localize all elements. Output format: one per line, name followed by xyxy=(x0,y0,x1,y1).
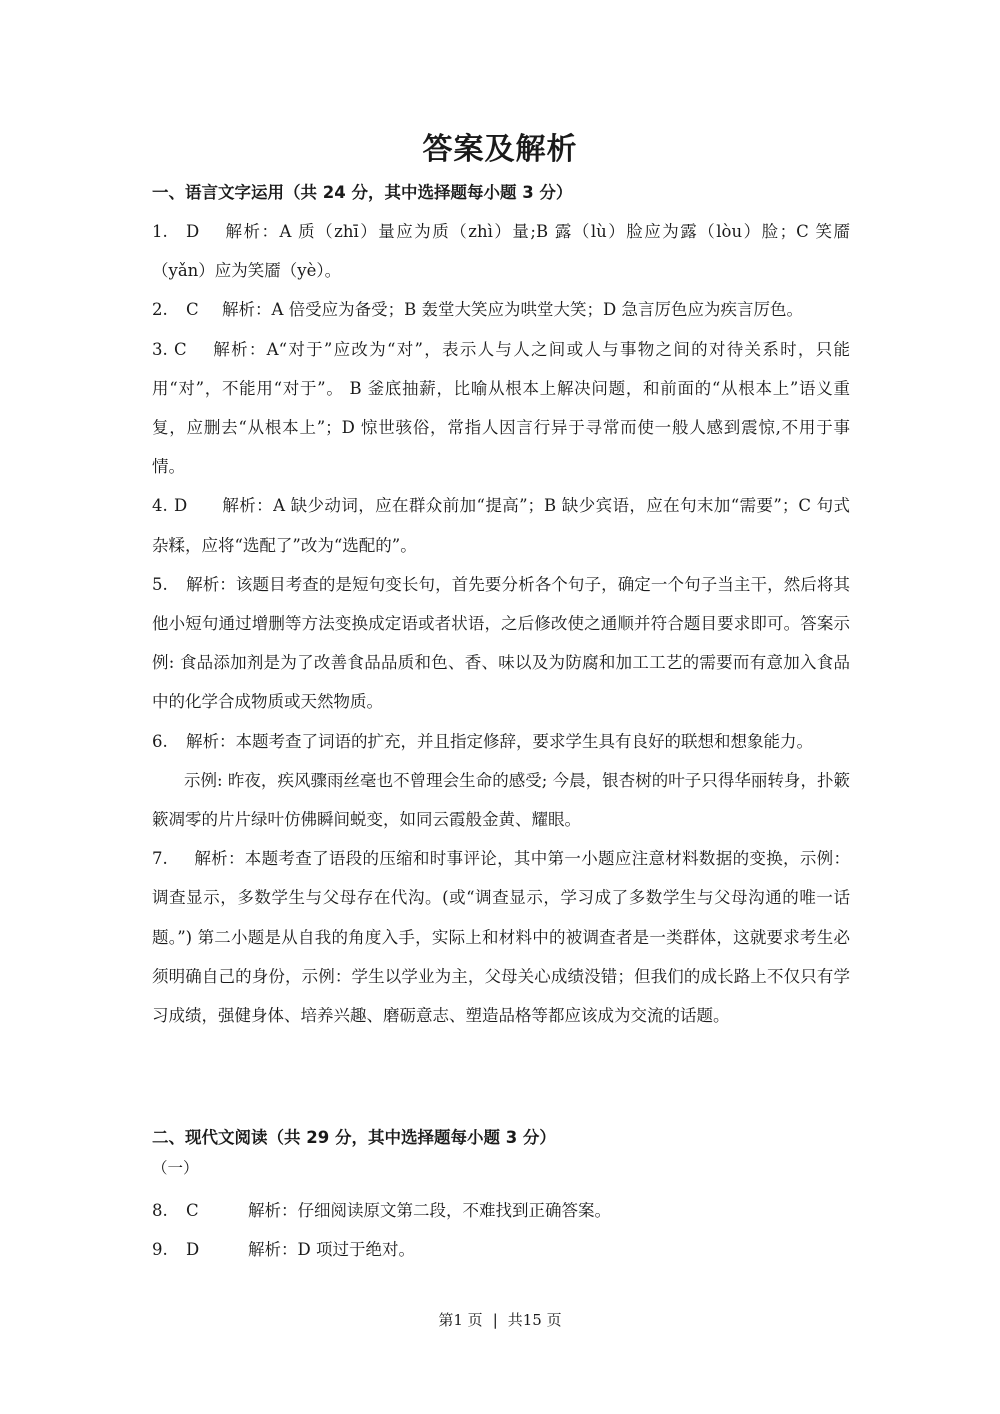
question-number: 1. xyxy=(152,222,168,241)
answer-4 xyxy=(152,486,850,564)
answer-explanation: 解析：A 倍受应为备受；B 轰堂大笑应为哄堂大笑；D 急言厉色应为疾言厉色。 xyxy=(222,300,804,320)
question-number: 6. xyxy=(152,731,168,751)
section-1-answers xyxy=(152,212,850,1035)
answer-7 xyxy=(152,839,850,1035)
answer-5 xyxy=(152,565,850,722)
answer-explanation: 解析：A 缺少动词，应在群众前加“提高”；B 缺少宾语，应在句末加“需要”；C 句式杂糅，应将“选配了”改为“选配的”。 xyxy=(152,496,850,555)
section-2-subheading: （一） xyxy=(152,1159,199,1177)
section-1-heading: 一、语言文字运用（共 24 分，其中选择题每小题 3 分） xyxy=(152,183,573,202)
question-number: 3. xyxy=(152,339,168,359)
question-number: 9. xyxy=(152,1240,168,1260)
answer-choice: C xyxy=(174,339,187,359)
answer-choice: D xyxy=(174,496,188,516)
answer-explanation: 解析：D 项过于绝对。 xyxy=(248,1240,415,1260)
answer-explanation: 解析：该题目考查的是短句变长句，首先要分析各个句子，确定一个句子当主干，然后将其他小短句通过增删等方法变换成定语或者状语，之后修改使之通顺并符合题目要求即可。答案示例: 食品添加剂是为了改善食品品质和色、香、味以及为防腐和加工工艺的需要而有意加入食品中的化学合成物质或天然物质。 xyxy=(152,574,850,712)
question-number: 8. xyxy=(152,1201,168,1220)
section-2-answers xyxy=(152,1191,850,1269)
answer-explanation: 解析：A 质（zhī）量应为质（zhì）量;B 露（lù）脸应为露（lòu）脸；C 笑靥（yǎn）应为笑靥（yè）。 xyxy=(152,222,850,281)
answer-6-example: 示例: 昨夜，疾风骤雨丝毫也不曾理会生命的感受; 今晨，银杏树的叶子只得华丽转身，扑簌簌凋零的片片绿叶仿佛瞬间蜕变，如同云霞般金黄、耀眼。 xyxy=(152,770,850,830)
answer-explanation: 解析：仔细阅读原文第二段，不难找到正确答案。 xyxy=(248,1201,611,1220)
answer-8 xyxy=(152,1191,850,1230)
question-number: 5. xyxy=(152,574,168,594)
answer-explanation: 解析：本题考查了词语的扩充，并且指定修辞，要求学生具有良好的联想和想象能力。 xyxy=(186,731,813,751)
answer-3 xyxy=(152,330,850,487)
answer-2 xyxy=(152,290,850,329)
answer-choice: D xyxy=(186,222,200,241)
answer-9 xyxy=(152,1230,850,1269)
answer-choice: C xyxy=(186,300,199,320)
question-number: 4. xyxy=(152,496,168,516)
answer-1 xyxy=(152,212,850,290)
question-number: 7. xyxy=(152,849,168,869)
section-2-heading: 二、现代文阅读（共 29 分，其中选择题每小题 3 分） xyxy=(152,1128,556,1147)
answer-explanation: 解析：A“对于”应改为“对”，表示人与人之间或人与事物之间的对待关系时，只能用“对”，不能用“对于”。 B 釜底抽薪，比喻从根本上解决问题，和前面的“从根本上”语义重复，应删去“从根本上”；D 惊世骇俗，常指人因言行异于寻常而使一般人感到震惊,不用于事情。 xyxy=(152,339,850,477)
page-title: 答案及解析 xyxy=(422,132,578,167)
page-footer xyxy=(0,1308,1000,1332)
answer-choice: C xyxy=(186,1201,199,1220)
question-number: 2. xyxy=(152,300,168,320)
answer-explanation: 解析：本题考查了语段的压缩和时事评论，其中第一小题应注意材料数据的变换，示例：调查显示，多数学生与父母存在代沟。(或“调查显示，学习成了多数学生与父母沟通的唯一话题。”) 第二小题是从自我的角度入手，实际上和材料中的被调查者是一类群体，这就要求考生必须明确自己的身份，示例：学生以学业为主，父母关心成绩没错；但我们的成长路上不仅只有学习成绩，强健身体、培养兴趣、磨砺意志、塑造品格等都应该成为交流的话题。 xyxy=(152,849,850,1026)
answer-choice: D xyxy=(186,1240,200,1260)
page-number: 第1 页 xyxy=(438,1311,483,1329)
answer-6 xyxy=(152,722,850,761)
page-total: 共15 页 xyxy=(507,1311,562,1329)
footer-separator: | xyxy=(492,1311,498,1329)
